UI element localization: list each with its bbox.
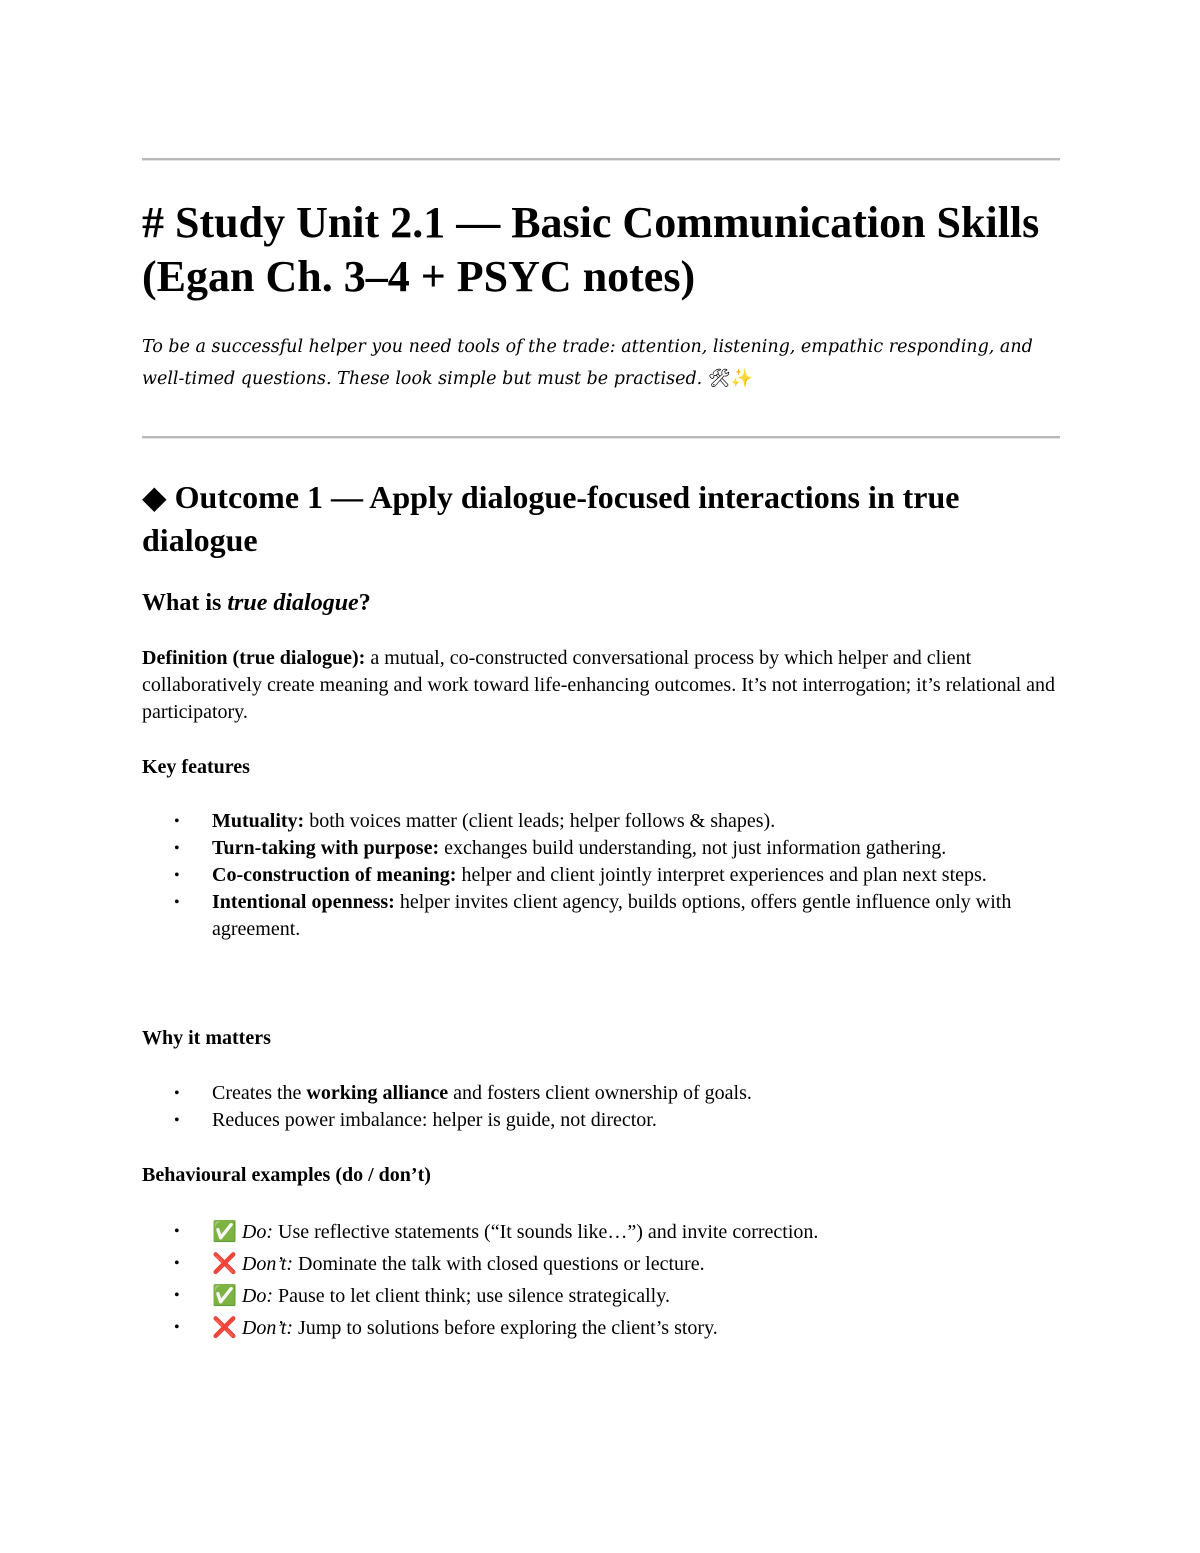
feature-text: helper and client jointly interpret experiences and plan next steps. (456, 864, 987, 886)
feature-text: exchanges build understanding, not just information gathering. (439, 837, 947, 859)
page-title: # Study Unit 2.1 — Basic Communication Skills (Egan Ch. 3–4 + PSYC notes) (142, 198, 1040, 301)
example-text: Jump to solutions before exploring the client’s story. (293, 1317, 718, 1339)
example-label: Do: (241, 1221, 274, 1243)
cross-icon: ❌ (212, 1251, 237, 1275)
check-icon: ✅ (212, 1283, 237, 1307)
what-is-suffix: ? (358, 590, 371, 616)
section-divider (142, 436, 1060, 439)
outcome-heading (142, 476, 1060, 562)
list-item (142, 1216, 1060, 1248)
bullet-icon: • (174, 1085, 180, 1102)
bullet-icon: • (174, 867, 180, 884)
what-is-heading (142, 588, 371, 618)
feature-term: Intentional openness: (212, 891, 395, 913)
feature-term: Turn-taking with purpose: (212, 837, 440, 859)
list-item (142, 1248, 1060, 1280)
intro-text: To be a successful helper you need tools of the trade: attention, listening, empathic responding, and well-timed questions. These look simple but must be practised. (142, 337, 1033, 389)
list-item (142, 808, 1060, 835)
examples-list (142, 1216, 1060, 1344)
why-heading: Why it matters (142, 1027, 271, 1049)
definition-label: Definition (true dialogue): (142, 647, 366, 669)
check-icon: ✅ (212, 1219, 237, 1243)
bullet-icon: • (174, 1223, 180, 1240)
bullet-icon: • (174, 894, 180, 911)
key-features-list (142, 808, 1060, 943)
example-text: Use reflective statements (“It sounds like…”) and invite correction. (273, 1221, 819, 1243)
bullet-icon: • (174, 1112, 180, 1129)
intro-paragraph (142, 331, 1060, 395)
example-text: Pause to let client think; use silence strategically. (273, 1285, 670, 1307)
what-is-prefix: What is (142, 590, 228, 616)
list-item (142, 835, 1060, 862)
example-label: Do: (241, 1285, 274, 1307)
why-text: Reduces power imbalance: helper is guide, not director. (212, 1109, 657, 1131)
example-text: Dominate the talk with closed questions or lecture. (293, 1253, 705, 1275)
bullet-icon: • (174, 1319, 180, 1336)
examples-heading: Behavioural examples (do / don’t) (142, 1164, 431, 1186)
feature-term: Co-construction of meaning: (212, 864, 457, 886)
list-item (142, 1107, 1060, 1134)
top-divider (142, 158, 1060, 161)
bullet-icon: • (174, 1255, 180, 1272)
tools-sparkles-icon: 🛠✨ (707, 368, 754, 389)
bullet-icon: • (174, 840, 180, 857)
example-label: Don’t: (241, 1317, 294, 1339)
list-item (142, 862, 1060, 889)
outcome-heading-text: Outcome 1 — Apply dialogue-focused interactions in true dialogue (142, 479, 960, 558)
bullet-icon: • (174, 813, 180, 830)
why-text: Creates the (212, 1082, 307, 1104)
list-item (142, 889, 1060, 943)
why-text: and fosters client ownership of goals. (448, 1082, 752, 1104)
feature-term: Mutuality: (212, 810, 305, 832)
list-item (142, 1280, 1060, 1312)
why-bold: working alliance (306, 1082, 449, 1104)
definition-text: a mutual, co-constructed conversational process by which helper and client collaboratively create meaning and work toward life-enhancing outcomes. It’s not interrogation; it’s relational and participatory. (142, 647, 1056, 723)
key-features-heading: Key features (142, 756, 250, 778)
list-item (142, 1312, 1060, 1344)
why-list (142, 1080, 1060, 1134)
diamond-icon: ◆ (142, 478, 167, 516)
definition-paragraph (142, 645, 1060, 726)
feature-text: both voices matter (client leads; helper follows & shapes). (304, 810, 776, 832)
feature-text: helper invites client agency, builds options, offers gentle influence only with agreement. (212, 891, 1012, 940)
list-item (142, 1080, 1060, 1107)
bullet-icon: • (174, 1287, 180, 1304)
cross-icon: ❌ (212, 1315, 237, 1339)
what-is-emphasis: true dialogue (227, 590, 359, 616)
example-label: Don’t: (241, 1253, 294, 1275)
